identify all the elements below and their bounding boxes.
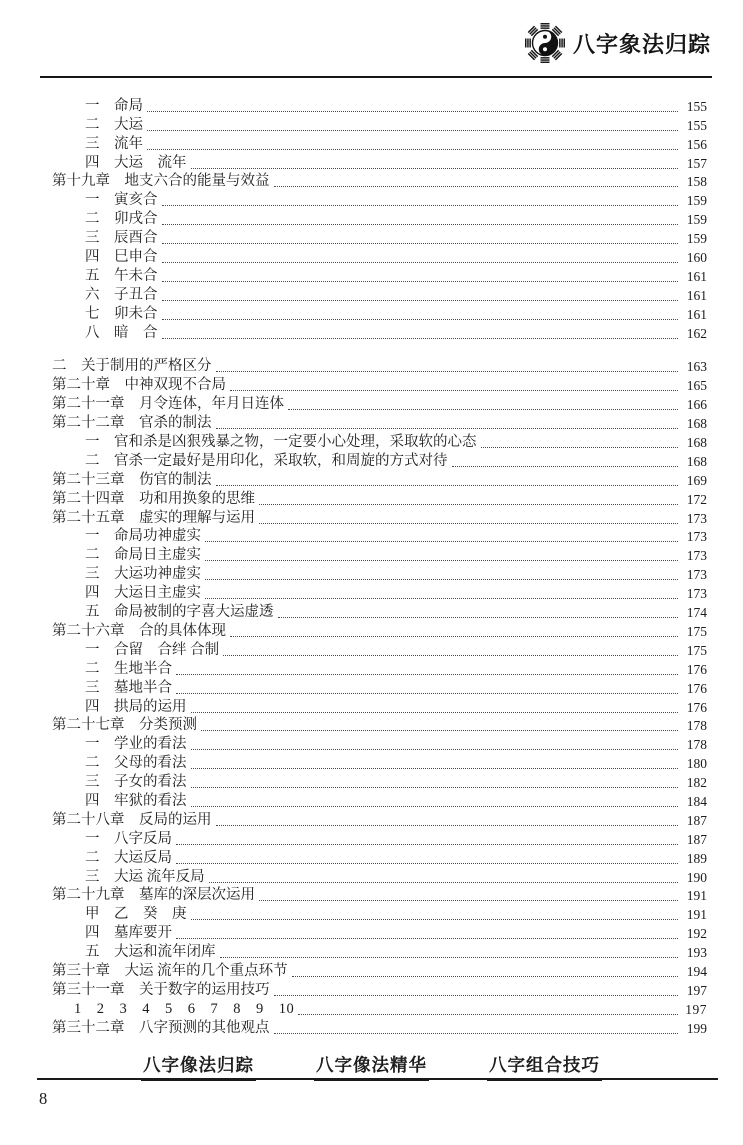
dot-leader bbox=[176, 863, 678, 864]
dot-leader bbox=[216, 825, 679, 826]
toc-entry-label: 1 2 3 4 5 6 7 8 9 10 bbox=[74, 1000, 295, 1017]
toc-entry-label: 四 大运日主虚实 bbox=[85, 585, 201, 602]
toc-entry bbox=[52, 621, 707, 640]
toc-entry-label: 第二十八章 反局的运用 bbox=[52, 811, 212, 828]
toc-entry-page: 165 bbox=[686, 378, 707, 394]
toc-entry-page: 155 bbox=[686, 98, 707, 114]
toc-entry-page: 176 bbox=[686, 699, 707, 715]
toc-entry-label: 一 学业的看法 bbox=[85, 736, 187, 753]
toc-entry-label: 二 大运反局 bbox=[85, 849, 172, 866]
toc-entry-label: 第二十五章 虚实的理解与运用 bbox=[52, 509, 255, 526]
toc-entry-label: 第二十一章 月令连体，年月日连体 bbox=[52, 396, 284, 413]
dot-leader bbox=[162, 224, 679, 225]
toc-entry bbox=[52, 432, 707, 451]
toc-entry-label: 第二十章 中神双现不合局 bbox=[52, 377, 226, 394]
toc-entry-label: 五 命局被制的字喜大运虚透 bbox=[85, 604, 274, 621]
toc-entry-label: 四 巳申合 bbox=[85, 249, 158, 266]
toc-entry bbox=[52, 772, 707, 791]
dot-leader bbox=[216, 371, 679, 372]
dot-leader bbox=[205, 541, 678, 542]
dot-leader bbox=[288, 409, 678, 410]
toc-entry bbox=[52, 357, 707, 376]
footer-book-title: 八字组合技巧 bbox=[487, 1052, 602, 1081]
toc-entry-label: 五 大运和流年闭库 bbox=[85, 944, 216, 961]
toc-entry-label: 甲 乙 癸 庚 bbox=[85, 906, 187, 923]
toc-entry-page: 189 bbox=[686, 850, 707, 866]
dot-leader bbox=[191, 919, 679, 920]
toc-entry bbox=[52, 285, 707, 304]
toc-entry bbox=[52, 489, 707, 508]
dot-leader bbox=[162, 281, 679, 282]
dot-leader bbox=[216, 428, 679, 429]
toc-entry-label: 六 子丑合 bbox=[85, 286, 158, 303]
dot-leader bbox=[162, 262, 679, 263]
toc-entry-page: 156 bbox=[686, 136, 707, 152]
dot-leader bbox=[209, 882, 678, 883]
toc-entry bbox=[52, 904, 707, 923]
toc-entry-label: 五 午未合 bbox=[85, 267, 158, 284]
toc-entry-label: 四 墓库要开 bbox=[85, 925, 172, 942]
dot-leader bbox=[191, 712, 679, 713]
header-divider bbox=[40, 76, 712, 78]
dot-leader bbox=[223, 655, 678, 656]
toc-entry-page: 158 bbox=[686, 174, 707, 190]
toc-entry-page: 159 bbox=[686, 212, 707, 228]
toc-entry bbox=[52, 564, 707, 583]
toc-entry-page: 163 bbox=[686, 359, 707, 375]
toc-entry-label: 第三十二章 八字预测的其他观点 bbox=[52, 1019, 270, 1036]
toc-entry bbox=[52, 753, 707, 772]
toc-entry-page: 180 bbox=[686, 756, 707, 772]
toc-entry bbox=[52, 659, 707, 678]
toc-entry bbox=[52, 961, 707, 980]
toc-entry-page: 168 bbox=[686, 453, 707, 469]
toc-entry-page: 159 bbox=[686, 193, 707, 209]
toc-entry bbox=[52, 508, 707, 527]
toc-entry-page: 187 bbox=[686, 831, 707, 847]
toc-entry-page: 155 bbox=[686, 117, 707, 133]
toc-entry-label: 三 辰酉合 bbox=[85, 230, 158, 247]
toc-entry-page: 168 bbox=[686, 435, 707, 451]
toc-entry-page: 190 bbox=[686, 869, 707, 885]
dot-leader bbox=[201, 730, 678, 731]
dot-leader bbox=[147, 149, 678, 150]
toc-entry-page: 191 bbox=[686, 888, 707, 904]
toc-entry bbox=[52, 791, 707, 810]
toc-entry bbox=[52, 923, 707, 942]
toc-entry-page: 161 bbox=[686, 268, 707, 284]
toc-entry-page: 161 bbox=[686, 287, 707, 303]
toc-entry bbox=[52, 190, 707, 209]
toc-entry bbox=[52, 716, 707, 735]
toc-entry-label: 二 卯戌合 bbox=[85, 211, 158, 228]
toc-entry-page: 194 bbox=[686, 963, 707, 979]
toc-entry bbox=[52, 209, 707, 228]
dot-leader bbox=[259, 900, 678, 901]
toc-entry-page: 197 bbox=[685, 1001, 707, 1017]
toc-entry bbox=[52, 115, 707, 134]
toc-entry-page: 172 bbox=[686, 491, 707, 507]
toc-entry bbox=[52, 1018, 707, 1037]
dot-leader bbox=[278, 617, 679, 618]
dot-leader bbox=[176, 674, 678, 675]
toc-entry-label: 第二十二章 官杀的制法 bbox=[52, 415, 212, 432]
toc-entry bbox=[52, 886, 707, 905]
dot-leader bbox=[259, 504, 678, 505]
dot-leader bbox=[147, 130, 678, 131]
toc-entry-page: 192 bbox=[686, 926, 707, 942]
dot-leader bbox=[176, 693, 678, 694]
toc-entry-label: 二 命局日主虚实 bbox=[85, 547, 201, 564]
dot-leader bbox=[162, 205, 679, 206]
toc-entry-label: 四 牢狱的看法 bbox=[85, 792, 187, 809]
toc-entry-label: 二 父母的看法 bbox=[85, 755, 187, 772]
dot-leader bbox=[259, 523, 678, 524]
footer-divider bbox=[37, 1078, 718, 1080]
toc-entry-label: 第二十三章 伤官的制法 bbox=[52, 471, 212, 488]
toc-entry-page: 193 bbox=[686, 945, 707, 961]
toc-entry-label: 一 八字反局 bbox=[85, 830, 172, 847]
toc-entry bbox=[52, 678, 707, 697]
toc-entry-page: 199 bbox=[686, 1020, 707, 1036]
dot-leader bbox=[162, 243, 679, 244]
toc-entry-page: 166 bbox=[686, 397, 707, 413]
dot-leader bbox=[176, 844, 678, 845]
toc-entry-page: 173 bbox=[686, 567, 707, 583]
toc-entry bbox=[52, 545, 707, 564]
toc-entry bbox=[52, 266, 707, 285]
toc-entry bbox=[52, 527, 707, 546]
dot-leader bbox=[191, 787, 679, 788]
toc-entry-label: 一 合留 合绊 合制 bbox=[85, 641, 220, 658]
dot-leader bbox=[481, 447, 679, 448]
dot-leader bbox=[162, 338, 679, 339]
toc-entry bbox=[52, 134, 707, 153]
toc-entry-page: 173 bbox=[686, 510, 707, 526]
dot-leader bbox=[230, 390, 678, 391]
taiji-bagua-icon bbox=[524, 22, 566, 64]
toc-entry-page: 191 bbox=[686, 907, 707, 923]
toc-entry bbox=[52, 697, 707, 716]
toc-entry bbox=[52, 602, 707, 621]
footer-book-title: 八字像法精华 bbox=[314, 1052, 429, 1081]
toc-entry bbox=[52, 247, 707, 266]
dot-leader bbox=[191, 168, 679, 169]
toc-entry-label: 一 寅亥合 bbox=[85, 192, 158, 209]
toc-entry-label: 第二十七章 分类预测 bbox=[52, 717, 197, 734]
page-number: 8 bbox=[39, 1089, 48, 1108]
dot-leader bbox=[298, 1014, 678, 1015]
toc-entry-page: 174 bbox=[686, 605, 707, 621]
toc-entry bbox=[52, 848, 707, 867]
toc-entry bbox=[52, 640, 707, 659]
dot-leader bbox=[230, 636, 678, 637]
toc-entry-page: 162 bbox=[686, 325, 707, 341]
page-header bbox=[524, 22, 711, 64]
toc-entry-label: 二 关于制用的严格区分 bbox=[52, 358, 212, 375]
dot-leader bbox=[147, 111, 678, 112]
toc-entry-label: 第十九章 地支六合的能量与效益 bbox=[52, 173, 270, 190]
toc-entry-page: 178 bbox=[686, 737, 707, 753]
toc-entry-label: 七 卯未合 bbox=[85, 305, 158, 322]
dot-leader bbox=[176, 938, 678, 939]
toc-entry bbox=[52, 323, 707, 342]
dot-leader bbox=[274, 186, 679, 187]
dot-leader bbox=[205, 598, 678, 599]
toc-entry-label: 第二十六章 合的具体体现 bbox=[52, 622, 226, 639]
table-of-contents bbox=[52, 96, 707, 1037]
toc-entry-page: 159 bbox=[686, 231, 707, 247]
toc-entry bbox=[52, 153, 707, 172]
toc-entry bbox=[52, 172, 707, 191]
toc-entry-page: 169 bbox=[686, 472, 707, 488]
toc-entry-page: 168 bbox=[686, 416, 707, 432]
dot-leader bbox=[162, 319, 679, 320]
toc-entry-page: 176 bbox=[686, 680, 707, 696]
toc-entry bbox=[52, 810, 707, 829]
toc-entry-label: 第三十一章 关于数字的运用技巧 bbox=[52, 981, 270, 998]
toc-entry-page: 160 bbox=[686, 250, 707, 266]
toc-entry-page: 157 bbox=[686, 155, 707, 171]
toc-entry bbox=[52, 96, 707, 115]
dot-leader bbox=[220, 957, 679, 958]
toc-entry bbox=[52, 867, 707, 886]
dot-leader bbox=[452, 466, 679, 467]
dot-leader bbox=[292, 976, 678, 977]
toc-entry-label: 一 命局 bbox=[85, 97, 143, 114]
dot-leader bbox=[205, 560, 678, 561]
toc-entry-label: 第二十九章 墓库的深层次运用 bbox=[52, 887, 255, 904]
dot-leader bbox=[191, 749, 679, 750]
toc-entry-page: 175 bbox=[686, 642, 707, 658]
dot-leader bbox=[191, 806, 679, 807]
toc-entry bbox=[52, 470, 707, 489]
toc-entry bbox=[52, 999, 707, 1018]
dot-leader bbox=[205, 579, 678, 580]
toc-entry-page: 187 bbox=[686, 812, 707, 828]
toc-entry bbox=[52, 394, 707, 413]
toc-entry-page: 176 bbox=[686, 661, 707, 677]
toc-entry-label: 三 墓地半合 bbox=[85, 679, 172, 696]
toc-entry-label: 三 子女的看法 bbox=[85, 774, 187, 791]
toc-entry-page: 175 bbox=[686, 623, 707, 639]
toc-entry bbox=[52, 304, 707, 323]
toc-entry-page: 197 bbox=[686, 982, 707, 998]
toc-entry-label: 四 大运 流年 bbox=[85, 154, 187, 171]
toc-entry bbox=[52, 375, 707, 394]
toc-entry bbox=[52, 980, 707, 999]
toc-entry-page: 173 bbox=[686, 586, 707, 602]
toc-entry-label: 三 大运功神虚实 bbox=[85, 566, 201, 583]
dot-leader bbox=[274, 1033, 679, 1034]
toc-entry bbox=[52, 451, 707, 470]
toc-entry-page: 173 bbox=[686, 529, 707, 545]
toc-entry-page: 184 bbox=[686, 793, 707, 809]
toc-entry-label: 第二十四章 功和用换象的思维 bbox=[52, 490, 255, 507]
toc-entry bbox=[52, 413, 707, 432]
toc-entry-label: 三 大运 流年反局 bbox=[85, 868, 205, 885]
toc-entry-page: 182 bbox=[686, 775, 707, 791]
footer-book-list bbox=[0, 1052, 743, 1081]
toc-entry-page: 161 bbox=[686, 306, 707, 322]
toc-entry-page: 173 bbox=[686, 548, 707, 564]
toc-entry-label: 一 命局功神虚实 bbox=[85, 528, 201, 545]
toc-entry-label: 二 大运 bbox=[85, 116, 143, 133]
footer-book-title: 八字像法归踪 bbox=[141, 1052, 256, 1081]
dot-leader bbox=[191, 768, 679, 769]
toc-entry bbox=[52, 734, 707, 753]
toc-entry-label: 第三十章 大运 流年的几个重点环节 bbox=[52, 962, 288, 979]
toc-entry-label: 四 拱局的运用 bbox=[85, 698, 187, 715]
toc-entry bbox=[52, 829, 707, 848]
toc-entry-label: 八 暗 合 bbox=[85, 324, 158, 341]
toc-entry-label: 二 生地半合 bbox=[85, 660, 172, 677]
dot-leader bbox=[274, 995, 679, 996]
toc-entry-page: 178 bbox=[686, 718, 707, 734]
book-title: 八字象法归踪 bbox=[572, 31, 711, 57]
toc-entry bbox=[52, 228, 707, 247]
toc-entry-label: 三 流年 bbox=[85, 135, 143, 152]
dot-leader bbox=[162, 300, 679, 301]
toc-entry-label: 一 官和杀是凶狠残暴之物，一定要小心处理，采取软的心态 bbox=[85, 434, 477, 451]
toc-entry bbox=[52, 942, 707, 961]
toc-entry bbox=[52, 583, 707, 602]
toc-entry-label: 二 官杀一定最好是用印化，采取软，和周旋的方式对待 bbox=[85, 452, 448, 469]
dot-leader bbox=[216, 485, 679, 486]
